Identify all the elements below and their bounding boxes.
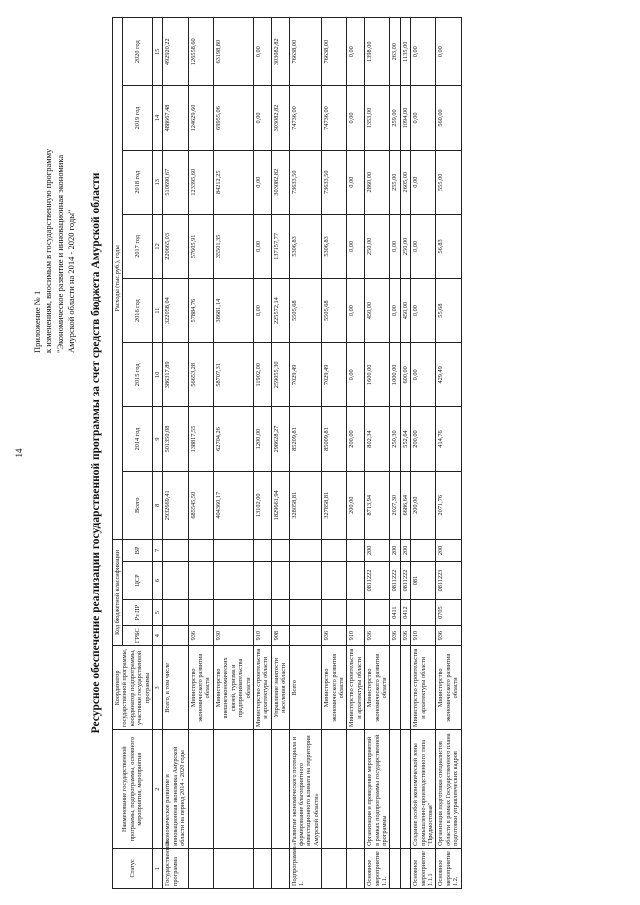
column-number: 2 — [153, 730, 163, 848]
appendix-line: "Экономическое развитие и инновационная экономика — [54, 154, 65, 353]
y2015-cell: 7029,49 — [289, 343, 322, 407]
column-number: 9 — [153, 407, 163, 471]
csr-cell — [347, 561, 365, 599]
y2015-cell: 7029,49 — [322, 343, 347, 407]
status-cell — [390, 848, 400, 888]
y2014-cell: 250,30 — [390, 407, 400, 471]
appendix-line: Приложение № 1 — [32, 290, 42, 353]
y2019-cell: 69955,06 — [213, 86, 253, 150]
total-cell: 8713,94 — [365, 471, 390, 539]
column-number: 13 — [153, 150, 163, 214]
y2015-cell: 11902,00 — [253, 343, 271, 407]
grbs-cell — [163, 626, 188, 646]
vr-cell — [213, 539, 253, 561]
vr-cell — [271, 539, 289, 561]
header-expenses: Расходы (тыс.руб.), годы — [113, 18, 123, 540]
y2018-cell: 2605,00 — [400, 150, 410, 214]
rzpr-cell — [253, 600, 271, 626]
y2017-cell: 0,00 — [253, 214, 271, 278]
y2018-cell: 123395,60 — [188, 150, 213, 214]
y2016-cell: 57884,76 — [188, 279, 213, 343]
name-cell: Экономическое развитие и инновационная экономика Амурской области на период 2014 - 2020 годы — [163, 730, 188, 848]
status-cell — [188, 848, 213, 888]
header-row — [113, 18, 123, 889]
csr-cell — [163, 561, 188, 599]
name-cell — [322, 730, 347, 848]
table-row — [436, 18, 461, 889]
total-cell: 404360,17 — [213, 471, 253, 539]
column-number: 15 — [153, 18, 163, 86]
csr-cell: 0811222 — [365, 561, 390, 599]
y2017-cell: 5306,83 — [322, 214, 347, 278]
rzpr-cell — [213, 600, 253, 626]
vr-cell — [188, 539, 213, 561]
total-cell: 200,00 — [411, 471, 436, 539]
total-cell: 200,00 — [347, 471, 365, 539]
status-cell: Основное мероприятие 1.1.1 — [411, 848, 436, 888]
y2015-cell: 259055,30 — [271, 343, 289, 407]
y2017-cell: 0,00 — [411, 214, 436, 278]
grbs-cell: 936 — [365, 626, 390, 646]
y2014-cell: 62704,26 — [213, 407, 253, 471]
y2017-cell: 220665,03 — [163, 214, 188, 278]
y2015-cell: 429,49 — [436, 343, 461, 407]
y2018-cell: 510690,67 — [163, 150, 188, 214]
table-row — [271, 18, 289, 889]
table-row — [322, 18, 347, 889]
y2014-cell: 552,64 — [400, 407, 410, 471]
total-cell: 13102,00 — [253, 471, 271, 539]
coordinator-cell: Министерство строительства и архитектуры области — [347, 646, 365, 730]
y2019-cell: 303082,82 — [271, 86, 289, 150]
csr-cell — [289, 561, 322, 599]
y2015-cell: 600,00 — [400, 343, 410, 407]
status-cell — [271, 848, 289, 888]
vr-cell — [253, 539, 271, 561]
table-row — [253, 18, 271, 889]
name-cell: Создание особой экономической зоны промышленно-производственного типа "Предмостовая" — [411, 730, 436, 848]
rzpr-cell — [347, 600, 365, 626]
y2017-cell: 35501,35 — [213, 214, 253, 278]
rzpr-cell — [289, 600, 322, 626]
rzpr-cell: 0705 — [436, 600, 461, 626]
table-row — [400, 18, 410, 889]
csr-cell: 0811222 — [400, 561, 410, 599]
y2016-cell: 322058,04 — [163, 279, 188, 343]
y2015-cell: 58707,31 — [213, 343, 253, 407]
y2014-cell: 298628,27 — [271, 407, 289, 471]
header-coordinator: Координатор государственной программы, координатор подпрограммы, участники государственной программы — [113, 646, 153, 730]
y2015-cell: 0,00 — [411, 343, 436, 407]
coordinator-cell — [390, 646, 400, 730]
y2014-cell: 200,00 — [347, 407, 365, 471]
y2015-cell: 56653,28 — [188, 343, 213, 407]
total-cell: 327858,81 — [322, 471, 347, 539]
y2014-cell: 85209,81 — [289, 407, 322, 471]
status-cell: Подпрограмма 1. — [289, 848, 322, 888]
grbs-cell: 936 — [390, 626, 400, 646]
rzpr-cell — [322, 600, 347, 626]
vr-cell — [322, 539, 347, 561]
resource-table — [112, 17, 462, 889]
grbs-cell: 910 — [347, 626, 365, 646]
rzpr-cell: 0411 — [390, 600, 400, 626]
header-2020: 2020 год — [123, 18, 153, 86]
grbs-cell: 908 — [271, 626, 289, 646]
y2016-cell: 225572,14 — [271, 279, 289, 343]
y2016-cell: 38681,14 — [213, 279, 253, 343]
y2015-cell: 0,00 — [347, 343, 365, 407]
header-total: Всего — [123, 471, 153, 539]
header-2018: 2018 год — [123, 150, 153, 214]
y2017-cell: 5306,83 — [289, 214, 322, 278]
grbs-cell: 936 — [400, 626, 410, 646]
y2018-cell: 84212,25 — [213, 150, 253, 214]
total-cell: 2071,76 — [436, 471, 461, 539]
y2020-cell: 0,00 — [411, 18, 436, 86]
grbs-cell: 936 — [188, 626, 213, 646]
name-cell: Организация и проведение мероприятий в рамках подпрограммы государственной программы — [365, 730, 390, 848]
vr-cell: 200 — [436, 539, 461, 561]
total-cell: 2027,30 — [390, 471, 400, 539]
y2016-cell: 0,00 — [390, 279, 400, 343]
table-row — [347, 18, 365, 889]
name-cell: Организация подготовки специалистов области в рамках Государственного плана подготовки управленческих кадров — [436, 730, 461, 848]
y2017-cell: 137157,77 — [271, 214, 289, 278]
y2020-cell: 0,00 — [347, 18, 365, 86]
column-number: 3 — [153, 646, 163, 730]
coordinator-cell: Всего — [289, 646, 322, 730]
name-cell — [253, 730, 271, 848]
document-title: Ресурсное обеспечение реализации государственной программы за счет средств бюджета Амурской области — [90, 172, 102, 734]
y2015-cell: 1000,00 — [390, 343, 400, 407]
table-row — [289, 18, 322, 889]
coordinator-cell: Министерство экономического развития области — [436, 646, 461, 730]
y2020-cell: 303082,82 — [271, 18, 289, 86]
rzpr-cell — [271, 600, 289, 626]
rzpr-cell: 0412 — [400, 600, 410, 626]
grbs-cell: 910 — [253, 626, 271, 646]
y2018-cell: 73633,50 — [289, 150, 322, 214]
coordinator-cell: Министерство внешнеэкономических связей, туризма и предпринимательства области — [213, 646, 253, 730]
column-number: 11 — [153, 279, 163, 343]
y2019-cell: 0,00 — [253, 86, 271, 150]
header-status: Статус — [113, 848, 153, 888]
y2019-cell: 488667,48 — [163, 86, 188, 150]
vr-cell — [347, 539, 365, 561]
header-rzpr: Рз ПР — [123, 600, 153, 626]
vr-cell: 200 — [390, 539, 400, 561]
column-number: 5 — [153, 600, 163, 626]
coordinator-cell — [400, 646, 410, 730]
status-cell — [213, 848, 253, 888]
coordinator-cell: Министерство строительства и архитектуры области — [253, 646, 271, 730]
y2017-cell: 0,00 — [347, 214, 365, 278]
y2014-cell: 85009,81 — [322, 407, 347, 471]
column-number: 10 — [153, 343, 163, 407]
appendix-note — [32, 83, 78, 353]
y2018-cell: 0,00 — [347, 150, 365, 214]
csr-cell: 081 — [411, 561, 436, 599]
vr-cell — [289, 539, 322, 561]
name-cell — [213, 730, 253, 848]
y2020-cell: 63198,80 — [213, 18, 253, 86]
vr-cell — [163, 539, 188, 561]
column-number: 4 — [153, 626, 163, 646]
y2019-cell: 74736,00 — [289, 86, 322, 150]
total-cell: 685545,50 — [188, 471, 213, 539]
y2014-cell: 1200,00 — [253, 407, 271, 471]
y2016-cell: 450,00 — [365, 279, 390, 343]
csr-cell — [188, 561, 213, 599]
appendix-line: Амурской области на 2014 - 2020 годы" — [66, 209, 77, 353]
y2019-cell: 74736,00 — [322, 86, 347, 150]
grbs-cell: 936 — [436, 626, 461, 646]
column-number: 8 — [153, 471, 163, 539]
y2020-cell: 263,00 — [390, 18, 400, 86]
y2019-cell: 259,00 — [390, 86, 400, 150]
y2020-cell: 76638,00 — [289, 18, 322, 86]
y2017-cell: 250,00 — [365, 214, 390, 278]
status-cell — [400, 848, 410, 888]
y2016-cell: 0,00 — [347, 279, 365, 343]
status-cell: Основное мероприятие 1.2. — [436, 848, 461, 888]
name-cell: «Развитие экономического потенциала и формирование благоприятного инвестиционного климата на территории Амурской области» — [289, 730, 322, 848]
y2016-cell: 0,00 — [253, 279, 271, 343]
csr-cell — [271, 561, 289, 599]
y2014-cell: 414,76 — [436, 407, 461, 471]
grbs-cell: 930 — [213, 626, 253, 646]
y2020-cell: 1398,00 — [365, 18, 390, 86]
status-cell — [322, 848, 347, 888]
y2019-cell: 0,00 — [411, 86, 436, 150]
csr-cell — [322, 561, 347, 599]
total-cell: 1829661,94 — [271, 471, 289, 539]
y2018-cell: 303082,82 — [271, 150, 289, 214]
y2018-cell: 255,00 — [390, 150, 400, 214]
total-cell: 2932669,41 — [163, 471, 188, 539]
column-number: 14 — [153, 86, 163, 150]
y2014-cell: 501350,08 — [163, 407, 188, 471]
y2018-cell: 73633,50 — [322, 150, 347, 214]
header-csr: ЦСР — [123, 561, 153, 599]
y2014-cell: 802,34 — [365, 407, 390, 471]
header-budget-code: Код бюджетной классификации — [113, 539, 123, 645]
status-cell — [347, 848, 365, 888]
y2020-cell: 492920,22 — [163, 18, 188, 86]
header-vr: ВР — [123, 539, 153, 561]
y2016-cell: 5505,68 — [322, 279, 347, 343]
y2020-cell: 126558,60 — [188, 18, 213, 86]
y2019-cell: 1353,00 — [365, 86, 390, 150]
name-cell — [390, 730, 400, 848]
y2020-cell: 0,00 — [253, 18, 271, 86]
y2020-cell: 76638,00 — [322, 18, 347, 86]
y2020-cell: 0,00 — [436, 18, 461, 86]
name-cell — [271, 730, 289, 848]
name-cell — [188, 730, 213, 848]
grbs-cell: 936 — [322, 626, 347, 646]
rzpr-cell — [163, 600, 188, 626]
coordinator-cell: Министерство экономического развития области — [322, 646, 347, 730]
name-cell — [347, 730, 365, 848]
coordinator-cell: Министерство экономического развития области — [188, 646, 213, 730]
header-2016: 2016 год — [123, 279, 153, 343]
y2017-cell: 0,00 — [390, 214, 400, 278]
y2016-cell: 450,00 — [400, 279, 410, 343]
csr-cell — [253, 561, 271, 599]
y2015-cell: 386317,89 — [163, 343, 188, 407]
rotated-sheet — [14, 13, 620, 893]
table-row — [390, 18, 400, 889]
rzpr-cell — [188, 600, 213, 626]
grbs-cell — [289, 626, 322, 646]
total-cell: 328058,81 — [289, 471, 322, 539]
coordinator-cell: Министерство экономического развития области — [365, 646, 390, 730]
table-row — [411, 18, 436, 889]
vr-cell: 200 — [400, 539, 410, 561]
y2017-cell: 57605,91 — [188, 214, 213, 278]
y2019-cell: 124629,60 — [188, 86, 213, 150]
table-row — [188, 18, 213, 889]
y2018-cell: 2860,00 — [365, 150, 390, 214]
y2017-cell: 250,00 — [400, 214, 410, 278]
table-row — [213, 18, 253, 889]
status-cell: Государственная программа — [163, 848, 188, 888]
csr-cell — [213, 561, 253, 599]
appendix-line: к изменениям, вносимым в государственную программу — [43, 148, 54, 353]
y2018-cell: 555,00 — [436, 150, 461, 214]
header-grbs: ГРБС — [123, 626, 153, 646]
column-number: 12 — [153, 214, 163, 278]
coordinator-cell: Всего, в том числе — [163, 646, 188, 730]
vr-cell — [411, 539, 436, 561]
name-cell — [400, 730, 410, 848]
status-cell: Основное мероприятие 1.1. — [365, 848, 390, 888]
y2020-cell: 1135,00 — [400, 18, 410, 86]
total-cell: 6686,64 — [400, 471, 410, 539]
header-2019: 2019 год — [123, 86, 153, 150]
y2014-cell: 200,00 — [411, 407, 436, 471]
page-number: 14 — [14, 448, 24, 458]
grbs-cell: 910 — [411, 626, 436, 646]
y2016-cell: 55,68 — [436, 279, 461, 343]
header-2017: 2017 год — [123, 214, 153, 278]
table-row — [163, 18, 188, 889]
coordinator-cell: Министерство строительства и архитектуры области — [411, 646, 436, 730]
rzpr-cell — [365, 600, 390, 626]
table-body — [153, 18, 462, 889]
y2016-cell: 0,00 — [411, 279, 436, 343]
column-number: 7 — [153, 539, 163, 561]
y2019-cell: 0,00 — [347, 86, 365, 150]
header-2015: 2015 год — [123, 343, 153, 407]
csr-cell: 0811223 — [436, 561, 461, 599]
header-name: Наименование государственной программы, подпрограммы, основного мероприятия, мероприятия — [113, 730, 153, 848]
y2014-cell: 138817,55 — [188, 407, 213, 471]
column-number: 6 — [153, 561, 163, 599]
y2018-cell: 0,00 — [411, 150, 436, 214]
coordinator-cell: Управление занятости населения области — [271, 646, 289, 730]
y2019-cell: 560,00 — [436, 86, 461, 150]
csr-cell: 0811222 — [390, 561, 400, 599]
y2017-cell: 56,83 — [436, 214, 461, 278]
y2016-cell: 5505,68 — [289, 279, 322, 343]
y2015-cell: 1600,00 — [365, 343, 390, 407]
header-2014: 2014 год — [123, 407, 153, 471]
rzpr-cell — [411, 600, 436, 626]
y2019-cell: 1094,00 — [400, 86, 410, 150]
y2018-cell: 0,00 — [253, 150, 271, 214]
table-row — [365, 18, 390, 889]
status-cell — [253, 848, 271, 888]
column-number: 1 — [153, 848, 163, 888]
vr-cell: 200 — [365, 539, 390, 561]
column-number-row — [153, 18, 163, 889]
